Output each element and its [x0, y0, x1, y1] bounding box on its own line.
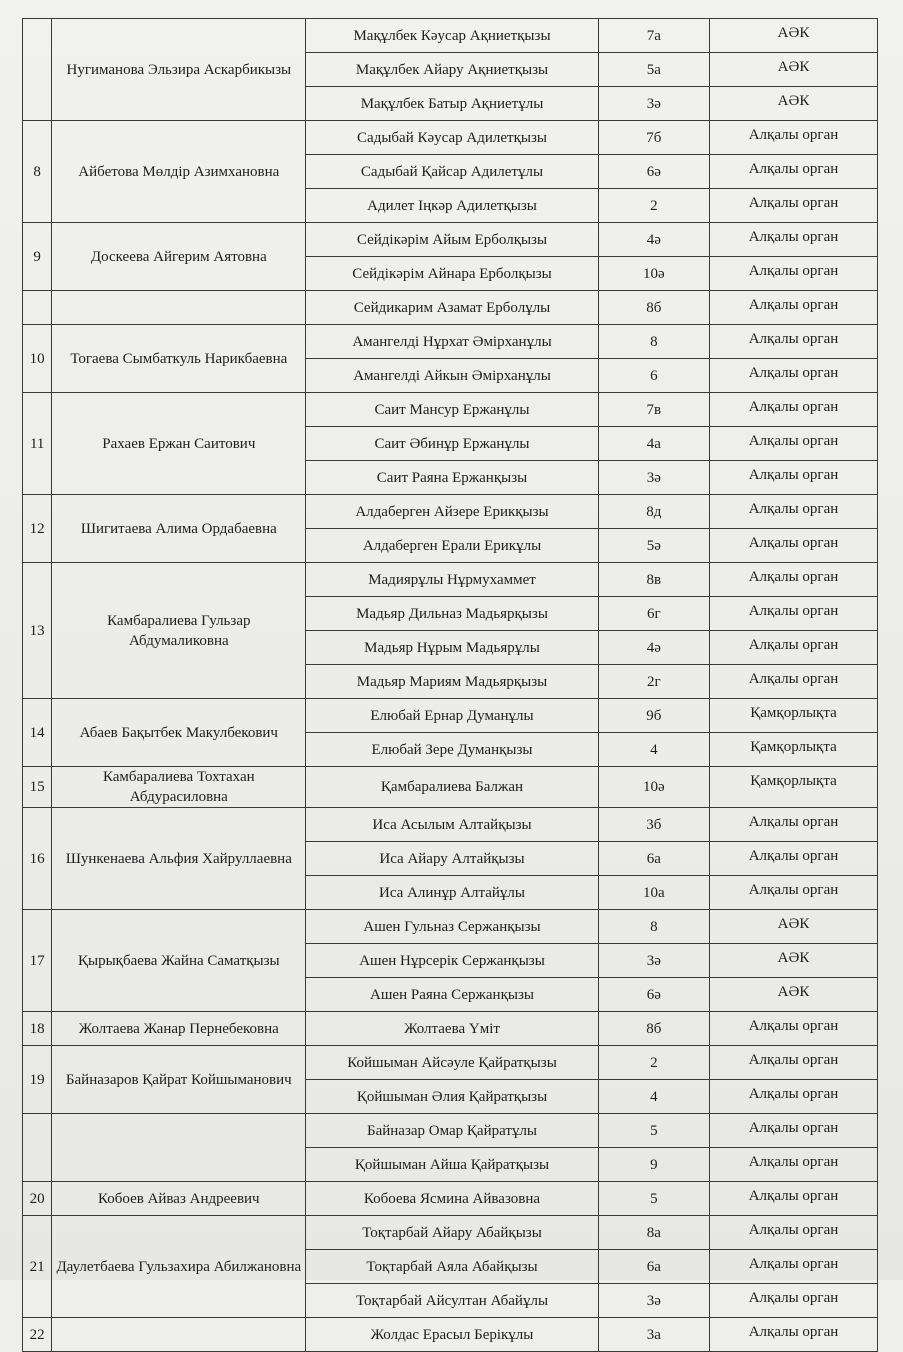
grade-cell: 9б — [598, 699, 709, 733]
row-number: 17 — [23, 910, 52, 1012]
grade-cell: 6а — [598, 1250, 709, 1284]
child-name: Иса Айару Алтайқызы — [306, 842, 598, 876]
parent-name: Даулетбаева Гульзахира Абилжановна — [52, 1216, 306, 1318]
grade-cell: 3ә — [598, 1284, 709, 1318]
child-name: Тоқтарбай Аяла Абайқызы — [306, 1250, 598, 1284]
guardianship-table — [22, 18, 878, 1352]
status-cell: Алқалы орган — [710, 1318, 878, 1352]
status-cell: АӘК — [710, 87, 878, 121]
child-name: Мадьяр Дильназ Мадьярқызы — [306, 597, 598, 631]
parent-name — [52, 1114, 306, 1182]
status-cell: Алқалы орган — [710, 461, 878, 495]
status-cell: Алқалы орган — [710, 842, 878, 876]
grade-cell: 10ә — [598, 257, 709, 291]
child-name: Саит Әбинұр Ержанұлы — [306, 427, 598, 461]
grade-cell: 3ә — [598, 461, 709, 495]
grade-cell: 7в — [598, 393, 709, 427]
table-row — [23, 1182, 878, 1216]
parent-name: Камбаралиева Гульзар Абдумаликовна — [52, 563, 306, 699]
child-name: Байназар Омар Қайратұлы — [306, 1114, 598, 1148]
grade-cell: 6а — [598, 842, 709, 876]
child-name: Қойшыман Айша Қайратқызы — [306, 1148, 598, 1182]
status-cell: Алқалы орган — [710, 291, 878, 325]
parent-name — [52, 291, 306, 325]
table-row — [23, 1114, 878, 1148]
row-number: 19 — [23, 1046, 52, 1114]
parent-name: Жолтаева Жанар Пернебековна — [52, 1012, 306, 1046]
parent-name: Айбетова Мөлдір Азимхановна — [52, 121, 306, 223]
child-name: Сейдікәрім Айым Ерболқызы — [306, 223, 598, 257]
row-number: 20 — [23, 1182, 52, 1216]
parent-name: Абаев Бақытбек Макулбекович — [52, 699, 306, 767]
parent-name: Доскеева Айгерим Аятовна — [52, 223, 306, 291]
grade-cell: 6 — [598, 359, 709, 393]
table-row — [23, 808, 878, 842]
status-cell: Алқалы орган — [710, 529, 878, 563]
grade-cell: 4 — [598, 733, 709, 767]
child-name: Саит Мансур Ержанұлы — [306, 393, 598, 427]
parent-name: Рахаев Ержан Саитович — [52, 393, 306, 495]
parent-name: Байназаров Қайрат Койшыманович — [52, 1046, 306, 1114]
grade-cell: 8б — [598, 1012, 709, 1046]
status-cell: Алқалы орган — [710, 1148, 878, 1182]
status-cell: Алқалы орган — [710, 631, 878, 665]
child-name: Тоқтарбай Айсултан Абайұлы — [306, 1284, 598, 1318]
child-name: Адилет Іңкәр Адилетқызы — [306, 189, 598, 223]
status-cell: Алқалы орган — [710, 325, 878, 359]
grade-cell: 7а — [598, 19, 709, 53]
grade-cell: 5а — [598, 53, 709, 87]
child-name: Саит Раяна Ержанқызы — [306, 461, 598, 495]
status-cell: Алқалы орган — [710, 257, 878, 291]
child-name: Садыбай Кәусар Адилетқызы — [306, 121, 598, 155]
parent-name: Қырықбаева Жайна Саматқызы — [52, 910, 306, 1012]
grade-cell: 2 — [598, 189, 709, 223]
status-cell: Қамқорлықта — [710, 733, 878, 767]
status-cell: Алқалы орган — [710, 393, 878, 427]
child-name: Елюбай Ернар Думанұлы — [306, 699, 598, 733]
grade-cell: 10ә — [598, 767, 709, 808]
grade-cell: 5 — [598, 1182, 709, 1216]
status-cell: Алқалы орган — [710, 1080, 878, 1114]
row-number: 21 — [23, 1216, 52, 1318]
child-name: Сейдикарим Азамат Ерболұлы — [306, 291, 598, 325]
parent-name: Нугиманова Эльзира Аскарбикызы — [52, 19, 306, 121]
table-row — [23, 393, 878, 427]
child-name: Алдаберген Айзере Ерикқызы — [306, 495, 598, 529]
status-cell: Алқалы орган — [710, 223, 878, 257]
child-name: Қойшыман Әлия Қайратқызы — [306, 1080, 598, 1114]
row-number — [23, 291, 52, 325]
status-cell: Алқалы орган — [710, 427, 878, 461]
status-cell: Алқалы орган — [710, 189, 878, 223]
grade-cell: 2г — [598, 665, 709, 699]
row-number: 8 — [23, 121, 52, 223]
row-number: 10 — [23, 325, 52, 393]
grade-cell: 5ә — [598, 529, 709, 563]
child-name: Садыбай Қайсар Адилетұлы — [306, 155, 598, 189]
status-cell: Алқалы орган — [710, 1182, 878, 1216]
child-name: Елюбай Зере Думанқызы — [306, 733, 598, 767]
grade-cell: 6г — [598, 597, 709, 631]
status-cell: Алқалы орган — [710, 808, 878, 842]
child-name: Жолтаева Үміт — [306, 1012, 598, 1046]
child-name: Кобоева Ясмина Айвазовна — [306, 1182, 598, 1216]
status-cell: Қамқорлықта — [710, 699, 878, 733]
status-cell: АӘК — [710, 19, 878, 53]
child-name: Мақұлбек Айару Ақниетқызы — [306, 53, 598, 87]
child-name: Ашен Гульназ Сержанқызы — [306, 910, 598, 944]
grade-cell: 4ә — [598, 223, 709, 257]
status-cell: Қамқорлықта — [710, 767, 878, 808]
grade-cell: 3ә — [598, 87, 709, 121]
child-name: Амангелді Нұрхат Әмірханұлы — [306, 325, 598, 359]
parent-name: Шигитаева Алима Ордабаевна — [52, 495, 306, 563]
grade-cell: 3б — [598, 808, 709, 842]
child-name: Мадиярұлы Нұрмухаммет — [306, 563, 598, 597]
child-name: Жолдас Ерасыл Берікұлы — [306, 1318, 598, 1352]
table-row — [23, 121, 878, 155]
table-row — [23, 223, 878, 257]
status-cell: Алқалы орган — [710, 1012, 878, 1046]
grade-cell: 4а — [598, 427, 709, 461]
status-cell: Алқалы орган — [710, 1046, 878, 1080]
child-name: Ашен Нұрсерік Сержанқызы — [306, 944, 598, 978]
status-cell: АӘК — [710, 978, 878, 1012]
row-number: 18 — [23, 1012, 52, 1046]
table-row — [23, 699, 878, 733]
child-name: Қамбаралиева Балжан — [306, 767, 598, 808]
child-name: Амангелді Айкын Әмірханұлы — [306, 359, 598, 393]
table-row — [23, 1216, 878, 1250]
table-row — [23, 291, 878, 325]
child-name: Иса Алинұр Алтайұлы — [306, 876, 598, 910]
status-cell: Алқалы орган — [710, 1284, 878, 1318]
row-number: 16 — [23, 808, 52, 910]
grade-cell: 8б — [598, 291, 709, 325]
status-cell: АӘК — [710, 944, 878, 978]
row-number: 13 — [23, 563, 52, 699]
child-name: Мақұлбек Кәусар Ақниетқызы — [306, 19, 598, 53]
child-name: Мадьяр Мариям Мадьярқызы — [306, 665, 598, 699]
grade-cell: 8 — [598, 910, 709, 944]
child-name: Мадьяр Нұрым Мадьярұлы — [306, 631, 598, 665]
status-cell: Алқалы орган — [710, 876, 878, 910]
grade-cell: 3ә — [598, 944, 709, 978]
row-number: 15 — [23, 767, 52, 808]
child-name: Сейдікәрім Айнара Ерболқызы — [306, 257, 598, 291]
row-number — [23, 1114, 52, 1182]
child-name: Тоқтарбай Айару Абайқызы — [306, 1216, 598, 1250]
table-row — [23, 563, 878, 597]
parent-name: Камбаралиева Тохтахан Абдурасиловна — [52, 767, 306, 808]
status-cell: Алқалы орган — [710, 597, 878, 631]
grade-cell: 8 — [598, 325, 709, 359]
status-cell: Алқалы орган — [710, 1250, 878, 1284]
grade-cell: 8а — [598, 1216, 709, 1250]
grade-cell: 6ә — [598, 978, 709, 1012]
parent-name: Кобоев Айваз Андреевич — [52, 1182, 306, 1216]
child-name: Иса Асылым Алтайқызы — [306, 808, 598, 842]
parent-name — [52, 1318, 306, 1352]
table-row — [23, 1318, 878, 1352]
row-number: 14 — [23, 699, 52, 767]
grade-cell: 8в — [598, 563, 709, 597]
child-name: Мақұлбек Батыр Ақниетұлы — [306, 87, 598, 121]
row-number: 9 — [23, 223, 52, 291]
grade-cell: 9 — [598, 1148, 709, 1182]
row-number: 22 — [23, 1318, 52, 1352]
child-name: Алдаберген Ерали Ерикұлы — [306, 529, 598, 563]
grade-cell: 10а — [598, 876, 709, 910]
table-row — [23, 1046, 878, 1080]
status-cell: Алқалы орган — [710, 155, 878, 189]
grade-cell: 4ә — [598, 631, 709, 665]
grade-cell: 4 — [598, 1080, 709, 1114]
grade-cell: 3а — [598, 1318, 709, 1352]
parent-name: Тогаева Сымбаткуль Нарикбаевна — [52, 325, 306, 393]
status-cell: Алқалы орган — [710, 563, 878, 597]
grade-cell: 8д — [598, 495, 709, 529]
status-cell: АӘК — [710, 910, 878, 944]
table-row — [23, 495, 878, 529]
row-number — [23, 19, 52, 121]
status-cell: Алқалы орган — [710, 1216, 878, 1250]
grade-cell: 2 — [598, 1046, 709, 1080]
table-row — [23, 767, 878, 808]
status-cell: Алқалы орган — [710, 1114, 878, 1148]
table-row — [23, 325, 878, 359]
status-cell: Алқалы орган — [710, 665, 878, 699]
status-cell: Алқалы орган — [710, 121, 878, 155]
table-row — [23, 1012, 878, 1046]
row-number: 12 — [23, 495, 52, 563]
grade-cell: 7б — [598, 121, 709, 155]
child-name: Ашен Раяна Сержанқызы — [306, 978, 598, 1012]
table-row — [23, 19, 878, 53]
status-cell: Алқалы орган — [710, 495, 878, 529]
child-name: Койшыман Айсәуле Қайратқызы — [306, 1046, 598, 1080]
grade-cell: 5 — [598, 1114, 709, 1148]
table-row — [23, 910, 878, 944]
parent-name: Шункенаева Альфия Хайруллаевна — [52, 808, 306, 910]
status-cell: АӘК — [710, 53, 878, 87]
row-number: 11 — [23, 393, 52, 495]
status-cell: Алқалы орган — [710, 359, 878, 393]
table-body — [23, 19, 878, 1352]
grade-cell: 6ә — [598, 155, 709, 189]
